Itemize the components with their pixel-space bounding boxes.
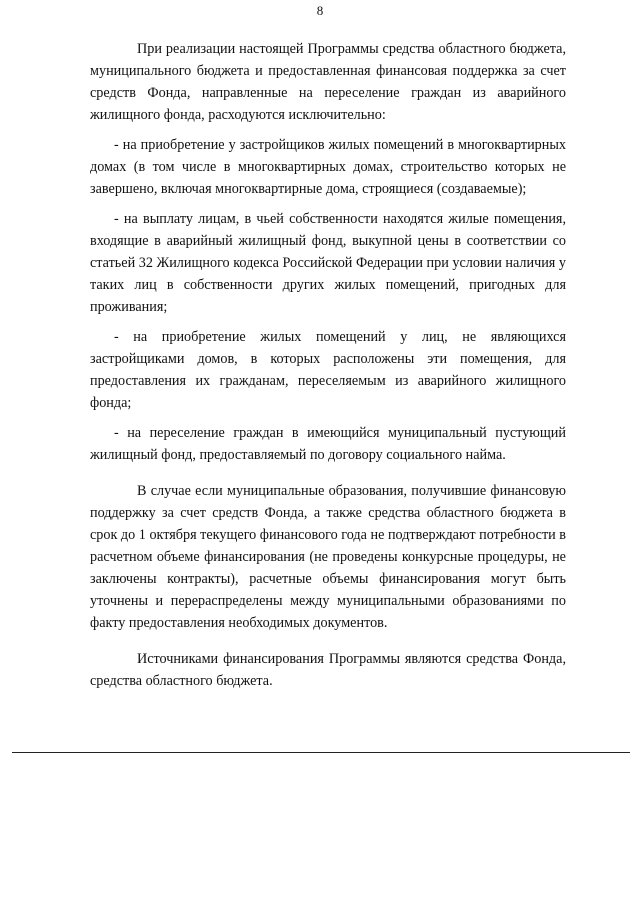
paragraph-redistribution: В случае если муниципальные образования, получившие финансовую поддержку за счет средств Фонда, а также средства областного бюджета в срок до 1 октября текущего финансового года не подтверждают потребности в расчетном объеме финансирования (не проведены конкурсные процедуры, не заключены контракты), расчетные объемы финансирования могут быть уточнены и перераспределены между муниципальными образованиями по факту предоставления необходимых документов. xyxy=(90,483,566,631)
paragraph-bullet-non-developers: - на приобретение жилых помещений у лиц, не являющихся застройщиками домов, в которых расположены эти помещения, для предоставления их гражданам, переселяемым из аварийного жилищного фонда; xyxy=(90,329,566,411)
page-number: 8 xyxy=(316,3,324,18)
footer-divider xyxy=(12,752,630,753)
paragraph-bullet-developers: - на приобретение у застройщиков жилых помещений в многоквартирных домах (в том числе в многоквартирных домах, строительство которых не завершено, включая многоквартирные дома, строящиеся (создаваемые); xyxy=(90,137,566,197)
paragraph-bullet-municipal-fund: - на переселение граждан в имеющийся муниципальный пустующий жилищный фонд, предоставляемый по договору социального найма. xyxy=(90,425,566,463)
paragraph-intro: При реализации настоящей Программы средства областного бюджета, муниципального бюджета и предоставленная финансовая поддержка за счет средств Фонда, направленные на переселение граждан из аварийного жилищного фонда, расходуются исключительно: xyxy=(90,41,566,123)
paragraph-bullet-redemption: - на выплату лицам, в чьей собственности находятся жилые помещения, входящие в аварийный жилищный фонд, выкупной цены в соответствии со статьей 32 Жилищного кодекса Российской Федерации при условии наличия у таких лиц в собственности других жилых помещений, пригодных для проживания; xyxy=(90,211,566,315)
paragraph-funding-sources: Источниками финансирования Программы являются средства Фонда, средства областного бюджета. xyxy=(90,651,566,689)
document-body xyxy=(90,38,566,700)
